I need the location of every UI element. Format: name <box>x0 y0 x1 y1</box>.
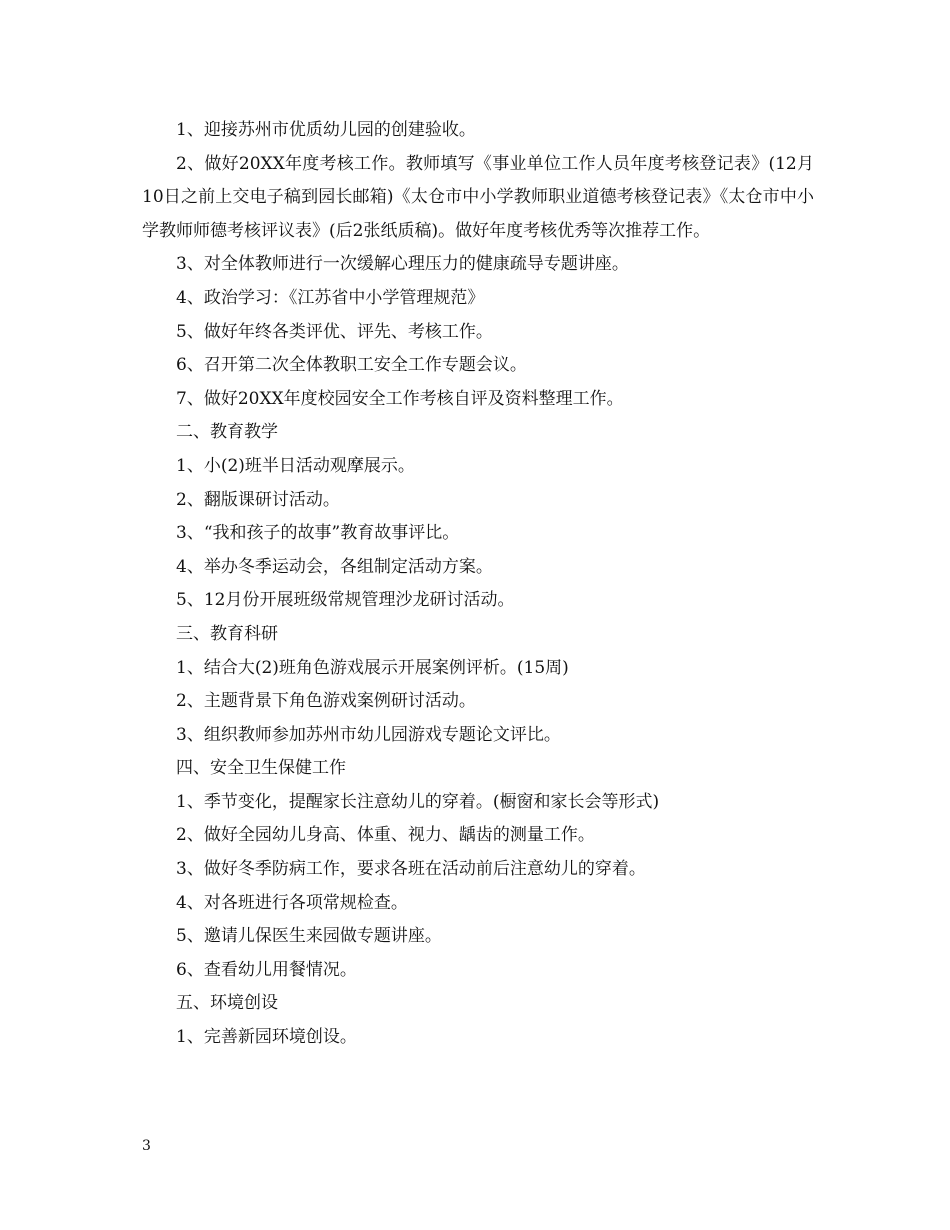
paragraph: 3、做好冬季防病工作，要求各班在活动前后注意幼儿的穿着。 <box>176 859 646 880</box>
section-heading: 三、教育科研 <box>176 623 278 644</box>
page-number: 3 <box>142 1138 151 1154</box>
paragraph: 4、举办冬季运动会，各组制定活动方案。 <box>176 556 493 577</box>
paragraph: 1、季节变化，提醒家长注意幼儿的穿着。(橱窗和家长会等形式) <box>176 791 660 812</box>
paragraph: 2、做好全园幼儿身高、体重、视力、龋齿的测量工作。 <box>176 825 595 846</box>
paragraph: 4、对各班进行各项常规检查。 <box>176 892 408 913</box>
paragraph: 1、结合大(2)班角色游戏展示开展案例评析。(15周) <box>176 657 569 678</box>
section-heading: 五、环境创设 <box>176 993 278 1014</box>
paragraph: 5、12月份开展班级常规管理沙龙研讨活动。 <box>176 590 515 611</box>
paragraph: 3、对全体教师进行一次缓解心理压力的健康疏导专题讲座。 <box>176 254 629 275</box>
paragraph: 1、小(2)班半日活动观摩展示。 <box>176 455 415 476</box>
document-body <box>142 114 814 1055</box>
paragraph: 4、政治学习：《江苏省中小学管理规范》 <box>176 287 485 308</box>
section-heading: 四、安全卫生保健工作 <box>176 758 346 779</box>
paragraph: 6、查看幼儿用餐情况。 <box>176 959 357 980</box>
paragraph: 2、做好20XX年度考核工作。教师填写《事业单位工作人员年度考核登记表》(12月10日之前上交电子稿到园长邮箱)《太仓市中小学教师职业道德考核登记表》《太仓市中小学教师师德考核评议表》(后2张纸质稿)。做好年度考核优秀等次推荐工作。 <box>142 153 814 241</box>
paragraph: 1、完善新园环境创设。 <box>176 1027 357 1048</box>
paragraph: 5、邀请儿保医生来园做专题讲座。 <box>176 926 442 947</box>
section-heading: 二、教育教学 <box>176 422 278 443</box>
paragraph: 5、做好年终各类评优、评先、考核工作。 <box>176 321 493 342</box>
paragraph: 7、做好20XX年度校园安全工作考核自评及资料整理工作。 <box>176 388 624 409</box>
paragraph: 3、“我和孩子的故事”教育故事评比。 <box>176 523 460 544</box>
paragraph: 2、主题背景下角色游戏案例研讨活动。 <box>176 691 476 712</box>
paragraph: 3、组织教师参加苏州市幼儿园游戏专题论文评比。 <box>176 724 561 745</box>
paragraph: 1、迎接苏州市优质幼儿园的创建验收。 <box>176 120 476 140</box>
paragraph: 2、翻版课研讨活动。 <box>176 489 340 510</box>
paragraph: 6、召开第二次全体教职工安全工作专题会议。 <box>176 355 527 376</box>
